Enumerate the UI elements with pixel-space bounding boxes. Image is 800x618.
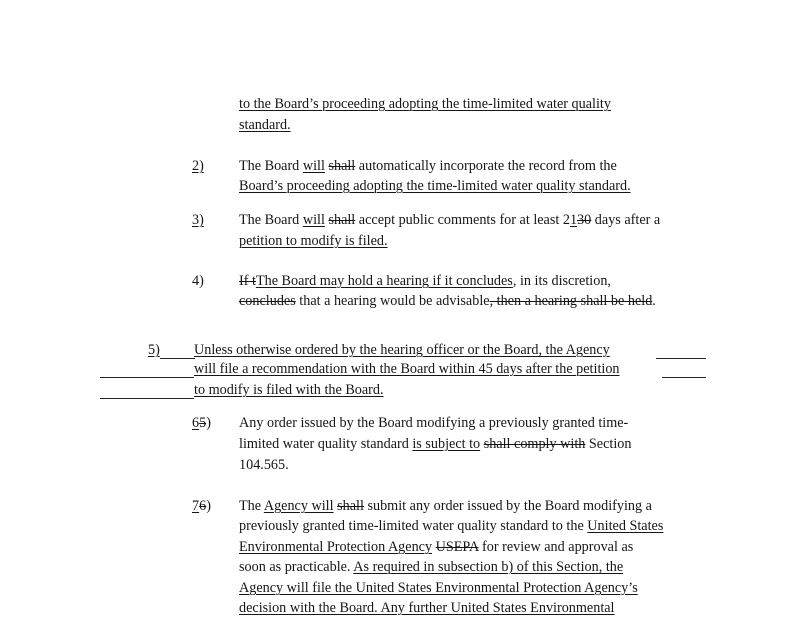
item-2-line-2: Board’s proceeding adopting the time-limited water quality standard. xyxy=(239,178,631,194)
item-7-line-3: Environmental Protection Agency USEPA for review and approval as xyxy=(239,539,634,555)
item-5-line-1-fill xyxy=(656,358,706,359)
item-7-number: 76) xyxy=(192,498,211,514)
item-7-line-5: Agency will file the United States Environmental Protection Agency’s xyxy=(239,580,638,596)
item-2-line-1: The Board will shall automatically incorporate the record from the xyxy=(239,158,617,174)
item-5-line-2-lead xyxy=(100,377,194,378)
item-3-line-2: petition to modify is filed. xyxy=(239,233,388,249)
item-4-number: 4) xyxy=(192,273,204,289)
item-7-line-4: soon as practicable. As required in subsection b) of this Section, the xyxy=(239,559,624,575)
item-5-line-1: Unless otherwise ordered by the hearing officer or the Board, the Agency xyxy=(194,342,610,358)
item-4-line-1: If tThe Board may hold a hearing if it concludes, in its discretion, xyxy=(239,273,611,289)
item-5-number: 5) xyxy=(148,342,160,358)
item-3-number: 3) xyxy=(192,212,204,228)
item-5-tab-underline xyxy=(160,358,195,359)
continuation-line-2: standard. xyxy=(239,117,291,133)
item-5-line-3: to modify is filed with the Board. xyxy=(194,382,384,398)
item-5-line-2: will file a recommendation with the Board within 45 days after the petition xyxy=(194,361,620,377)
item-6-line-3: 104.565. xyxy=(239,457,289,473)
item-6-line-2: limited water quality standard is subject to shall comply with Section xyxy=(239,436,632,452)
continuation-line-1: to the Board’s proceeding adopting the time-limited water quality xyxy=(239,96,611,112)
item-2-number: 2) xyxy=(192,158,204,174)
item-6-line-1: Any order issued by the Board modifying a previously granted time- xyxy=(239,415,629,431)
item-7-line-2: previously granted time-limited water quality standard to the United States xyxy=(239,518,664,534)
item-5-line-3-lead xyxy=(100,398,194,399)
item-7-line-6: decision with the Board. Any further United States Environmental xyxy=(239,600,615,616)
item-3-line-1: The Board will shall accept public comments for at least 2130 days after a xyxy=(239,212,661,228)
item-4-line-2: concludes that a hearing would be advisable, then a hearing shall be held. xyxy=(239,293,656,309)
item-6-number: 65) xyxy=(192,415,211,431)
item-5-line-2-fill xyxy=(662,377,706,378)
item-7-line-1: The Agency will shall submit any order issued by the Board modifying a xyxy=(239,498,652,514)
